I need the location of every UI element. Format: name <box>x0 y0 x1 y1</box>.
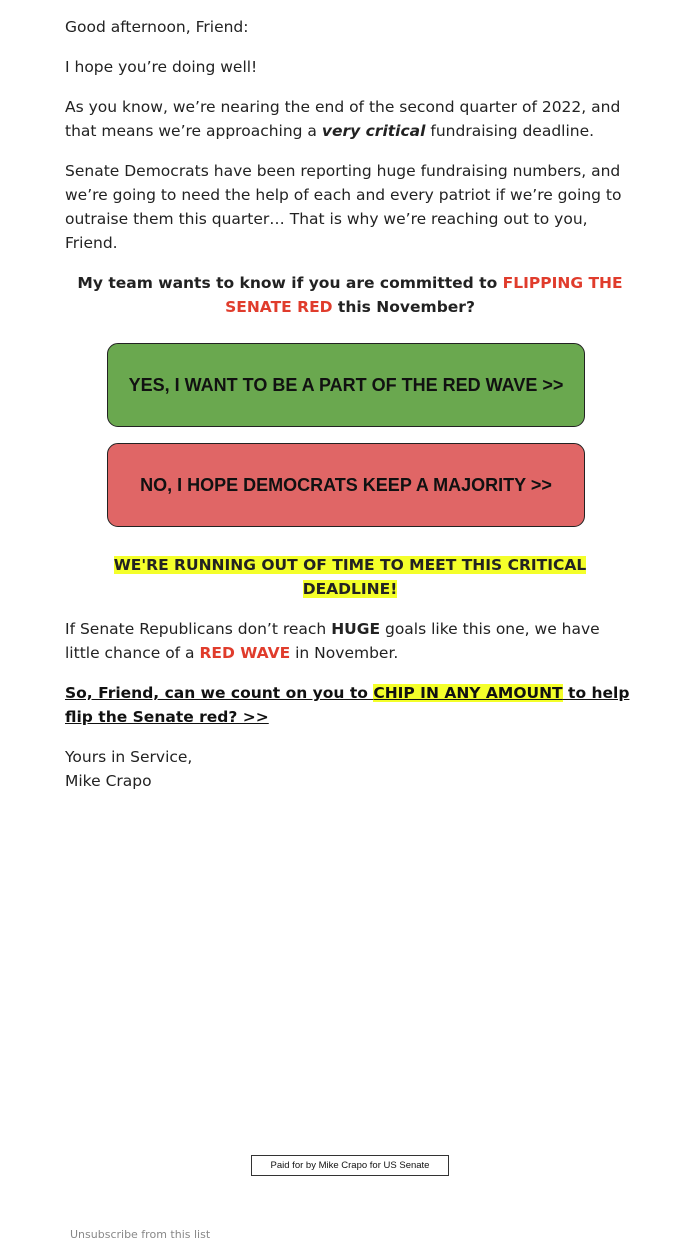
goals-text-middle: goals like this one, we have little chance of a <box>65 620 600 662</box>
democrats-paragraph: Senate Democrats have been reporting huge fundraising numbers, and we’re going to need the help of each and every patriot if we’re going to outraise them this quarter… That is why we’re reaching out to you, Friend. <box>65 162 622 252</box>
goals-text-start: If Senate Republicans don’t reach <box>65 620 332 638</box>
chip-in-highlight: CHIP IN ANY AMOUNT <box>373 684 563 702</box>
question-text-start: My team wants to know if you are committed to <box>77 274 503 292</box>
hope-line: I hope you’re doing well! <box>65 58 258 76</box>
unsubscribe-link[interactable]: Unsubscribe from this list <box>70 1228 211 1241</box>
quarter-paragraph <box>65 95 635 143</box>
goals-text-end: in November. <box>290 644 399 662</box>
chip-in-link[interactable] <box>65 684 629 726</box>
yes-red-wave-button[interactable]: YES, I WANT TO BE A PART OF THE RED WAVE >> <box>107 343 585 427</box>
deadline-banner-text: WE'RE RUNNING OUT OF TIME TO MEET THIS CRITICAL DEADLINE! <box>113 556 587 598</box>
ask-text-start: So, Friend, can we count on you to <box>65 684 374 702</box>
no-democrats-majority-button[interactable]: NO, I HOPE DEMOCRATS KEEP A MAJORITY >> <box>107 443 585 527</box>
question-text-end: this November? <box>332 298 475 316</box>
commitment-question <box>65 271 635 319</box>
deadline-banner <box>65 553 635 601</box>
email-body <box>65 15 635 809</box>
signature-block <box>65 745 635 793</box>
signoff: Yours in Service, <box>65 748 193 766</box>
signature-name: Mike Crapo <box>65 772 152 790</box>
quarter-text-start: As you know, we’re nearing the end of the second quarter of 2022, and that means we’re approaching a <box>65 98 621 140</box>
red-wave-highlight: RED WAVE <box>199 644 291 662</box>
ask-text-end: to help flip the Senate red? >> <box>65 684 630 726</box>
very-critical-emphasis: very critical <box>321 122 426 140</box>
quarter-text-end: fundraising deadline. <box>425 122 595 140</box>
greeting: Good afternoon, Friend: <box>65 18 249 36</box>
flip-senate-red-highlight: FLIPPING THE SENATE RED <box>225 274 623 316</box>
huge-emphasis: HUGE <box>331 620 381 638</box>
goals-paragraph <box>65 617 635 665</box>
paid-for-disclaimer: Paid for by Mike Crapo for US Senate <box>251 1155 449 1176</box>
ask-paragraph <box>65 681 635 729</box>
